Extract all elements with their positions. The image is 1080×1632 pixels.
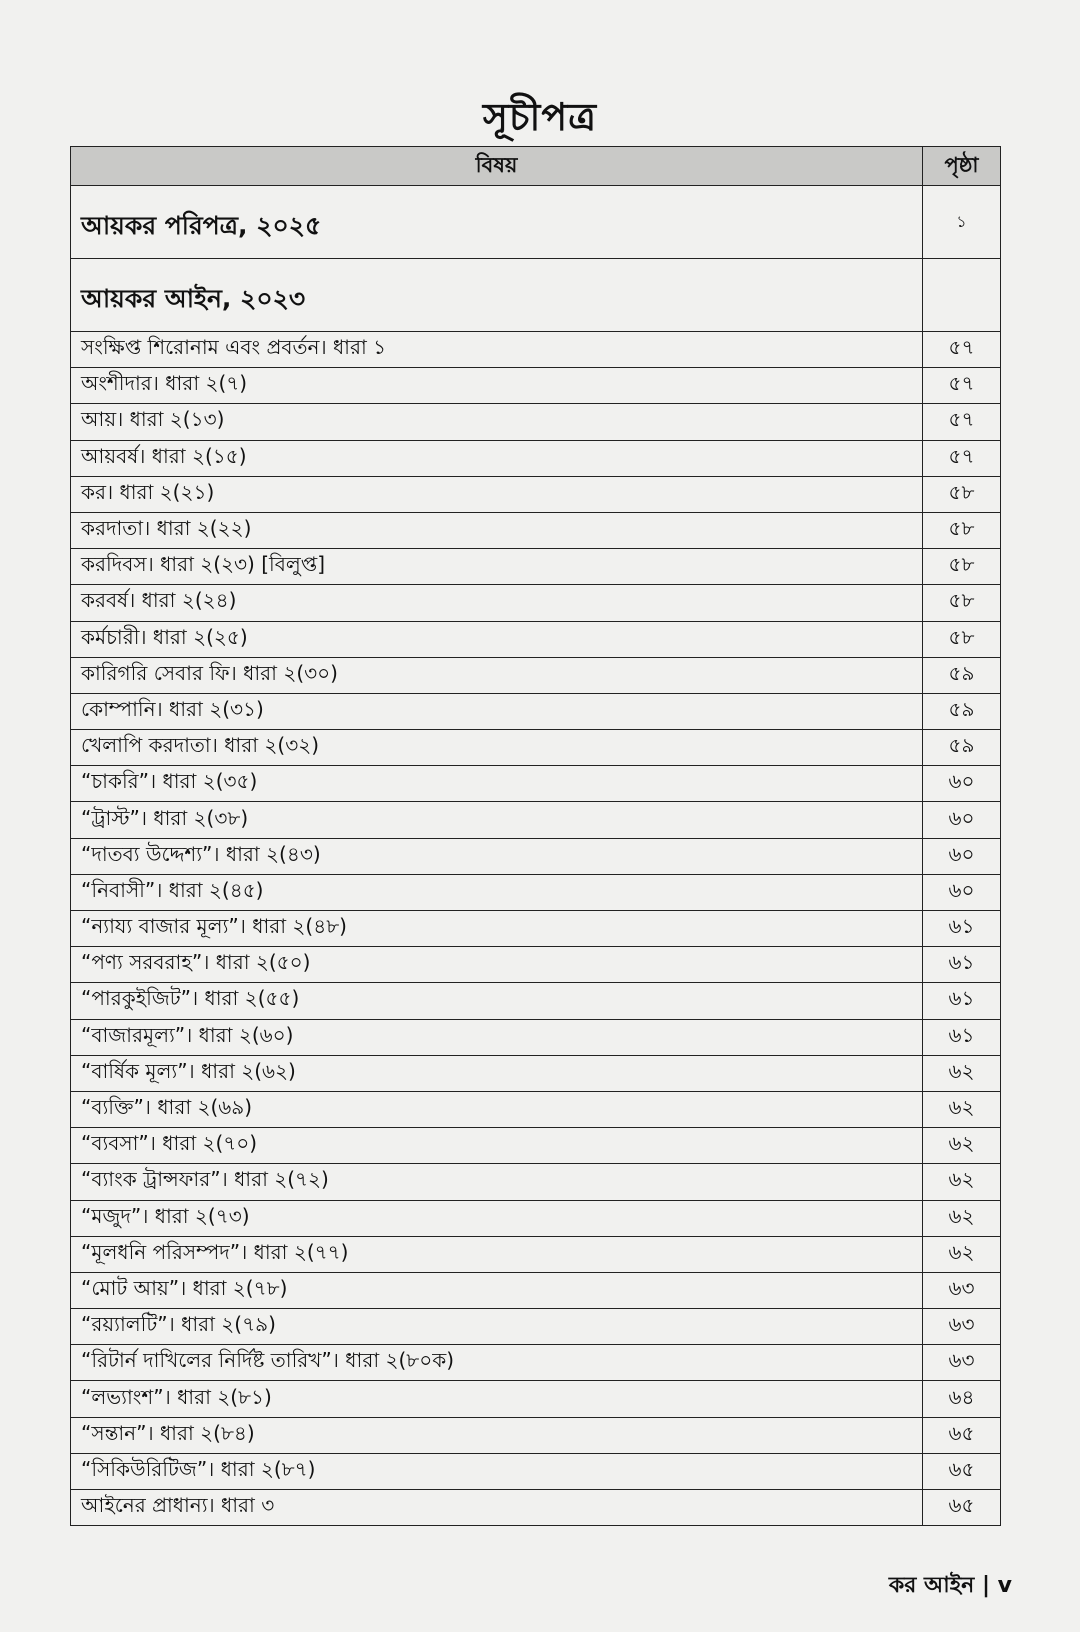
- topic-cell: “চাকরি”। ধারা ২(৩৫): [71, 766, 923, 802]
- page-number-cell: ৬০: [923, 766, 1001, 802]
- page-number-cell: ৬৪: [923, 1381, 1001, 1417]
- section-row: [71, 186, 1001, 259]
- table-header-row: [71, 147, 1001, 186]
- page-number-cell: ৫৯: [923, 693, 1001, 729]
- topic-cell: “ব্যবসা”। ধারা ২(৭০): [71, 1128, 923, 1164]
- page-number-cell: ৬১: [923, 947, 1001, 983]
- page-number-cell: ৬২: [923, 1164, 1001, 1200]
- topic-cell: “রিটার্ন দাখিলের নির্দিষ্ট তারিখ”। ধারা ২(৮০ক): [71, 1345, 923, 1381]
- page-number-cell: ৫৮: [923, 549, 1001, 585]
- topic-cell: “সিকিউরিটিজ”। ধারা ২(৮৭): [71, 1453, 923, 1489]
- page-number-cell: ১: [923, 186, 1001, 259]
- topic-cell: “ব্যাংক ট্রান্সফার”। ধারা ২(৭২): [71, 1164, 923, 1200]
- page-number-cell: ৬০: [923, 874, 1001, 910]
- page-number-cell: ৬১: [923, 1019, 1001, 1055]
- page-number-cell: ৬২: [923, 1236, 1001, 1272]
- topic-cell: করদাতা। ধারা ২(২২): [71, 512, 923, 548]
- table-row: [71, 1019, 1001, 1055]
- topic-cell: “পণ্য সরবরাহ”। ধারা ২(৫০): [71, 947, 923, 983]
- page-number-cell: ৬১: [923, 983, 1001, 1019]
- table-row: [71, 1164, 1001, 1200]
- contents-table: [70, 146, 1001, 1526]
- topic-cell: “বার্ষিক মূল্য”। ধারা ২(৬২): [71, 1055, 923, 1091]
- table-row: [71, 838, 1001, 874]
- page-number-cell: ৬৩: [923, 1272, 1001, 1308]
- topic-cell: “লভ্যাংশ”। ধারা ২(৮১): [71, 1381, 923, 1417]
- table-row: [71, 1128, 1001, 1164]
- section-row: [71, 259, 1001, 332]
- table-row: [71, 440, 1001, 476]
- page-number-cell: ৫৭: [923, 404, 1001, 440]
- table-row: [71, 512, 1001, 548]
- table-row: [71, 730, 1001, 766]
- table-row: [71, 585, 1001, 621]
- topic-cell: “রয়্যালটি”। ধারা ২(৭৯): [71, 1309, 923, 1345]
- table-row: [71, 657, 1001, 693]
- table-row: [71, 1091, 1001, 1127]
- page-number-cell: ৫৯: [923, 657, 1001, 693]
- topic-cell: কর। ধারা ২(২১): [71, 476, 923, 512]
- table-row: [71, 1345, 1001, 1381]
- topic-cell: কোম্পানি। ধারা ২(৩১): [71, 693, 923, 729]
- topic-cell: “মূলধনি পরিসম্পদ”। ধারা ২(৭৭): [71, 1236, 923, 1272]
- topic-cell: অংশীদার। ধারা ২(৭): [71, 368, 923, 404]
- page-number-cell: ৫৮: [923, 585, 1001, 621]
- table-row: [71, 1417, 1001, 1453]
- table-body: [71, 186, 1001, 1526]
- table-row: [71, 1272, 1001, 1308]
- page-number-cell: ৬৫: [923, 1453, 1001, 1489]
- page-number-cell: ৬৩: [923, 1309, 1001, 1345]
- topic-cell: সংক্ষিপ্ত শিরোনাম এবং প্রবর্তন। ধারা ১: [71, 332, 923, 368]
- table-row: [71, 1055, 1001, 1091]
- topic-cell: “ব্যক্তি”। ধারা ২(৬৯): [71, 1091, 923, 1127]
- table-row: [71, 332, 1001, 368]
- table-row: [71, 1453, 1001, 1489]
- table-row: [71, 911, 1001, 947]
- page-number-cell: ৬২: [923, 1055, 1001, 1091]
- table-row: [71, 1236, 1001, 1272]
- page-number-cell: ৬২: [923, 1091, 1001, 1127]
- topic-cell: আয়। ধারা ২(১৩): [71, 404, 923, 440]
- table-row: [71, 549, 1001, 585]
- page-number-cell: ৬২: [923, 1200, 1001, 1236]
- topic-cell: খেলাপি করদাতা। ধারা ২(৩২): [71, 730, 923, 766]
- topic-cell: করদিবস। ধারা ২(২৩) [বিলুপ্ত]: [71, 549, 923, 585]
- table-row: [71, 947, 1001, 983]
- topic-cell: “ট্রাস্ট”। ধারা ২(৩৮): [71, 802, 923, 838]
- page-number-cell: ৬০: [923, 838, 1001, 874]
- table-row: [71, 1381, 1001, 1417]
- page-column-header: পৃষ্ঠা: [923, 147, 1001, 186]
- table-row: [71, 1490, 1001, 1526]
- topic-cell: “পারকুইজিট”। ধারা ২(৫৫): [71, 983, 923, 1019]
- topic-cell: “মোট আয়”। ধারা ২(৭৮): [71, 1272, 923, 1308]
- topic-cell: আয়বর্ষ। ধারা ২(১৫): [71, 440, 923, 476]
- page-number-cell: ৫৭: [923, 440, 1001, 476]
- table-row: [71, 1200, 1001, 1236]
- page-number-cell: ৫৮: [923, 512, 1001, 548]
- page-number-cell: ৫৮: [923, 476, 1001, 512]
- topic-column-header: বিষয়: [71, 147, 923, 186]
- page-number-cell: ৫৭: [923, 332, 1001, 368]
- section-title: আয়কর আইন, ২০২৩: [71, 259, 923, 332]
- section-title: আয়কর পরিপত্র, ২০২৫: [71, 186, 923, 259]
- page-number-cell: ৫৮: [923, 621, 1001, 657]
- page-number-cell: [923, 259, 1001, 332]
- topic-cell: “বাজারমূল্য”। ধারা ২(৬০): [71, 1019, 923, 1055]
- page-number-cell: ৫৭: [923, 368, 1001, 404]
- table-row: [71, 693, 1001, 729]
- page-title: সূচীপত্র: [482, 95, 598, 139]
- topic-cell: কারিগরি সেবার ফি। ধারা ২(৩০): [71, 657, 923, 693]
- page-number-cell: ৬৫: [923, 1490, 1001, 1526]
- table-row: [71, 404, 1001, 440]
- page-number-cell: ৬২: [923, 1128, 1001, 1164]
- topic-cell: “সন্তান”। ধারা ২(৮৪): [71, 1417, 923, 1453]
- page-number-cell: ৬০: [923, 802, 1001, 838]
- table-row: [71, 802, 1001, 838]
- topic-cell: আইনের প্রাধান্য। ধারা ৩: [71, 1490, 923, 1526]
- page-footer: কর আইন | v: [888, 1573, 1012, 1598]
- topic-cell: “মজুদ”। ধারা ২(৭৩): [71, 1200, 923, 1236]
- page-number-cell: ৬৫: [923, 1417, 1001, 1453]
- topic-cell: “দাতব্য উদ্দেশ্য”। ধারা ২(৪৩): [71, 838, 923, 874]
- page-number-cell: ৫৯: [923, 730, 1001, 766]
- page-number-cell: ৬৩: [923, 1345, 1001, 1381]
- topic-cell: করবর্ষ। ধারা ২(২৪): [71, 585, 923, 621]
- topic-cell: কর্মচারী। ধারা ২(২৫): [71, 621, 923, 657]
- table-row: [71, 476, 1001, 512]
- table-row: [71, 1309, 1001, 1345]
- table-row: [71, 983, 1001, 1019]
- table-row: [71, 368, 1001, 404]
- page-number-cell: ৬১: [923, 911, 1001, 947]
- table-row: [71, 874, 1001, 910]
- topic-cell: “নিবাসী”। ধারা ২(৪৫): [71, 874, 923, 910]
- topic-cell: “ন্যায্য বাজার মূল্য”। ধারা ২(৪৮): [71, 911, 923, 947]
- table-row: [71, 621, 1001, 657]
- table-row: [71, 766, 1001, 802]
